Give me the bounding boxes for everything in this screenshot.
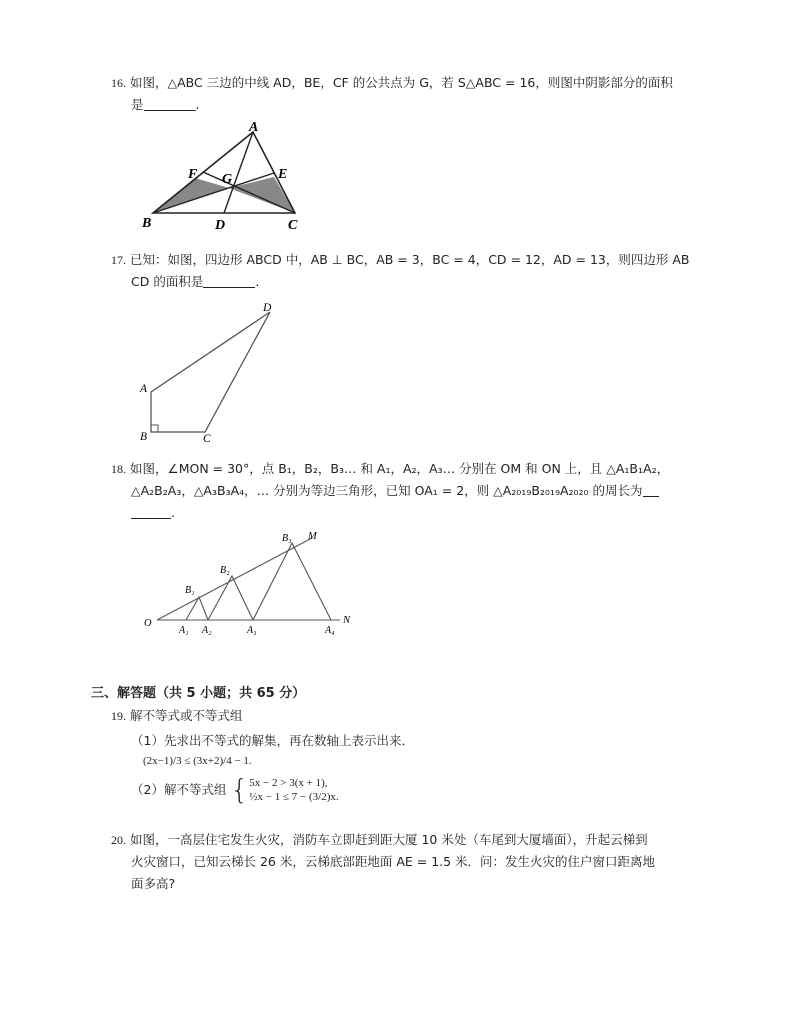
right-angle-mark [151, 425, 158, 432]
inequality-2: ½x − 1 ≤ 7 − (3/2)x. [249, 791, 339, 803]
label-a1: A₁ [179, 625, 189, 636]
q19-title: 解不等式或不等式组 [129, 708, 243, 723]
label-g: G [222, 172, 233, 187]
label-e: E [278, 167, 288, 182]
label-a: A [249, 120, 259, 135]
q17-figure [135, 298, 285, 448]
q20-line2: 火灾窗口，已知云梯长 26 米，云梯底部距地面 AE = 1.5 米．问：发生火灾的住户窗口距离地 [131, 854, 656, 869]
q19-number: 19. [111, 709, 126, 723]
answer-blank-cont [131, 504, 171, 519]
label-b2: B₂ [220, 565, 230, 576]
label-c: C [203, 433, 211, 445]
inequality-system [249, 776, 338, 804]
q17-line1 [111, 249, 711, 271]
q17-period: . [255, 274, 260, 289]
label-d: D [215, 218, 226, 233]
label-o: O [144, 618, 152, 629]
label-d: D [263, 302, 272, 314]
label-b: B [140, 431, 148, 443]
triangle-2 [208, 576, 253, 620]
q18-line3 [111, 502, 731, 524]
q18-stem-cont: △A₂B₂A₃，△A₃B₃A₄，… 分别为等边三角形，已知 OA₁ = 2，则 △A₂₀₁₉B₂₀₁₉A₂₀₂₀ 的周长为 [131, 483, 643, 498]
label-a4: A₄ [325, 625, 335, 636]
q19-title-line [111, 705, 711, 727]
q19-part2-label: （2）解不等式组 [131, 782, 227, 797]
q19-part1-formula: (2x−1)/3 ≤ (3x+2)/4 − 1. [143, 755, 252, 767]
answer-blank [203, 273, 255, 288]
q20-text [111, 829, 721, 895]
label-f: F [188, 167, 198, 182]
label-a: A [140, 383, 148, 395]
triangle-1 [186, 597, 208, 620]
answer-blank [643, 482, 659, 497]
q20-stem: 如图，一高层住宅发生火灾，消防车立即赶到距大厦 10 米处（车尾到大厦墙面），升起云梯到 [129, 832, 648, 847]
q17-line2 [111, 271, 711, 293]
shaded-region-left [153, 178, 229, 213]
label-a2: A₂ [202, 625, 212, 636]
q20-line1 [111, 829, 721, 851]
inequality-1: 5x − 2 > 3(x + 1), [249, 777, 328, 789]
q19-part1: （1）先求出不等式的解集，再在数轴上表示出来． [131, 733, 414, 748]
label-a3: A₃ [247, 625, 257, 636]
q17-text [111, 249, 711, 293]
label-n: N [343, 615, 351, 626]
label-m: M [308, 531, 317, 542]
q18-stem: 如图，∠MON = 30°，点 B₁，B₂，B₃… 和 A₁，A₂，A₃… 分别在 OM 和 ON 上，且 △A₁B₁A₂， [129, 461, 670, 476]
q16-number: 16. [111, 76, 126, 90]
q20-number: 20. [111, 833, 126, 847]
q16-figure [138, 120, 308, 235]
q18-text [111, 458, 731, 524]
q18-number: 18. [111, 462, 126, 476]
label-b3: B₃ [282, 533, 292, 544]
label-b1: B₁ [185, 585, 195, 596]
q19-part2 [111, 773, 711, 806]
quadrilateral-abcd [151, 312, 270, 432]
q16-text [111, 72, 711, 116]
q16-stem: 如图，△ABC 三边的中线 AD，BE，CF 的公共点为 G，若 S△ABC = 16，则图中阴影部分的面积 [129, 75, 673, 90]
system-brace: { [230, 773, 249, 806]
q17-stem: 已知：如图，四边形 ABCD 中，AB ⊥ BC，AB = 3，BC = 4，CD = 12，AD = 13，则四边形 AB [129, 252, 690, 267]
q16-line2 [111, 94, 711, 116]
answer-blank [144, 96, 196, 111]
q16-line1 [111, 72, 711, 94]
triangle-3 [253, 543, 331, 620]
section-title: 三、解答题（共 5 小题；共 65 分） [91, 686, 306, 701]
q18-line2 [111, 480, 731, 502]
q17-stem-cont: CD 的面积是 [131, 274, 204, 289]
q18-figure [140, 525, 370, 640]
label-b: B [142, 216, 152, 231]
q18-line1 [111, 458, 731, 480]
q20-line3: 面多高? [131, 876, 176, 891]
q17-number: 17. [111, 253, 126, 267]
q18-period: . [171, 505, 175, 520]
label-c: C [288, 218, 298, 233]
q16-stem-cont: 是 [131, 97, 144, 112]
q19-text [111, 705, 711, 804]
q16-period: . [195, 97, 200, 112]
